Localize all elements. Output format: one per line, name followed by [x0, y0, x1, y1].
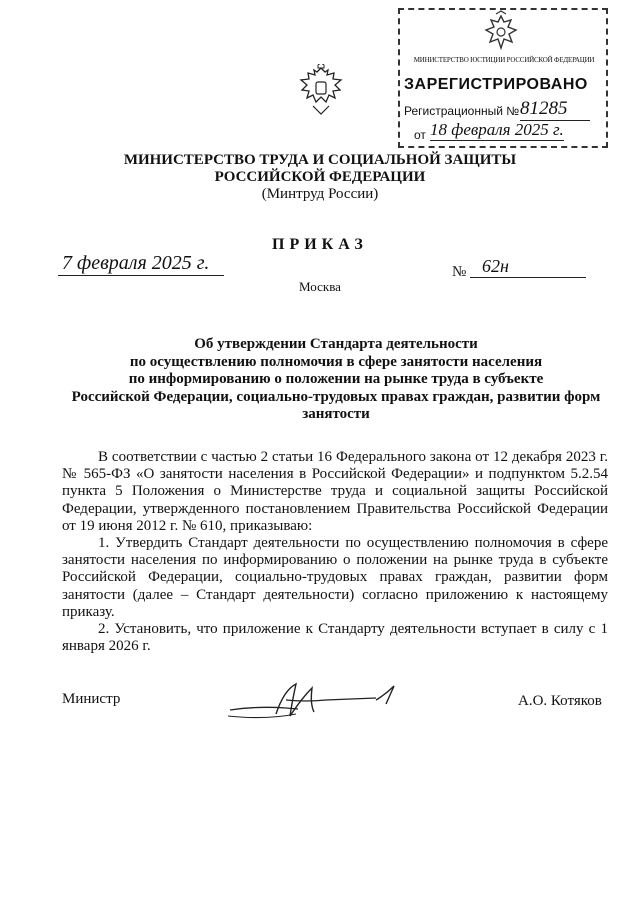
handwritten-signature — [226, 680, 410, 724]
ministry-short-name: (Минтруд России) — [261, 186, 379, 202]
body-paragraph: В соответствии с частью 2 статьи 16 Федерального закона от 12 декабря 2023 г. № 565-ФЗ «О занятости населения в Российской Федерации» и подпунктом 5.2.54 пункта 5 Положения о Министерстве труда и социальной защиты Российской Федерации, утвержденного постановлением Правительства Российской Федерации от 19 июня 2012 г. № 610, приказываю: — [62, 449, 608, 534]
order-number-label: № — [452, 264, 467, 280]
signatory-title: Министр — [62, 691, 121, 707]
stamp-emblem-icon — [478, 10, 524, 56]
body-paragraph: 2. Установить, что приложение к Стандарту деятельности вступает в силу с 1 января 2026 г. — [62, 621, 608, 655]
order-number: 62н — [470, 256, 586, 278]
stamp-reg-label: Регистрационный № — [404, 104, 520, 118]
body-paragraph: 1. Утвердить Стандарт деятельности по осуществлению полномочия в сфере занятости населения по информированию о положении на рынке труда в субъекте Российской Федерации, социально-трудовых правах граждан, развитии форм занятости (далее – Стандарт деятельности) согласно приложению к настоящему приказу. — [62, 535, 608, 620]
subject-line: по осуществлению полномочия в сфере занятости населения — [129, 353, 543, 370]
subject-line: занятости — [302, 406, 370, 422]
order-subject — [62, 336, 610, 424]
order-title: ПРИКАЗ — [272, 236, 368, 253]
order-body — [62, 449, 608, 655]
stamp-date: 18 февраля 2025 г. — [430, 120, 564, 139]
order-date: 7 февраля 2025 г. — [58, 252, 224, 276]
stamp-date-prefix: от — [414, 128, 426, 142]
stamp-ministry: МИНИСТЕРСТВО ЮСТИЦИИ РОССИЙСКОЙ ФЕДЕРАЦИИ — [413, 56, 595, 64]
stamp-status: ЗАРЕГИСТРИРОВАНО — [404, 76, 588, 93]
coat-of-arms-icon — [296, 64, 346, 120]
subject-line: по информированию о положении на рынке труда в субъекте — [128, 371, 544, 387]
ministry-name-line1: МИНИСТЕРСТВО ТРУДА И СОЦИАЛЬНОЙ ЗАЩИТЫ — [123, 152, 517, 168]
order-city: Москва — [299, 279, 341, 294]
subject-line: Российской Федерации, социально-трудовых правах граждан, развитии форм — [71, 388, 601, 405]
stamp-reg-number: 81285 — [520, 98, 590, 121]
signatory-name: А.О. Котяков — [518, 693, 602, 709]
subject-line: Об утверждении Стандарта деятельности — [194, 336, 478, 352]
ministry-name-line2: РОССИЙСКОЙ ФЕДЕРАЦИИ — [214, 169, 426, 185]
